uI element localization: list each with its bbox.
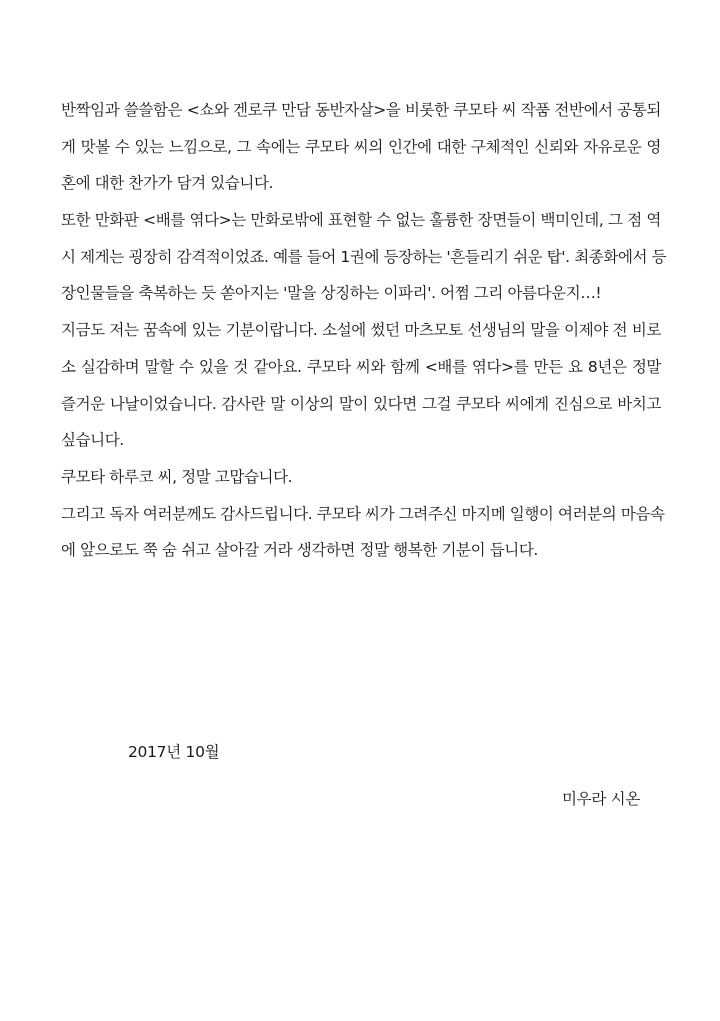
text-line: 즐거운 나날이었습니다. 감사란 말 이상의 말이 있다면 그걸 쿠모타 씨에게 진심으로 바치고 <box>61 394 661 413</box>
afterword-body <box>61 92 667 569</box>
text-line: 쿠모타 하루코 씨, 정말 고맙습니다. <box>61 467 293 486</box>
text-line: 지금도 저는 꿈속에 있는 기분이랍니다. 소설에 썼던 마츠모토 선생님의 말을 이제야 전 비로 <box>61 321 661 340</box>
text-line: 반짝임과 쓸쓸함은 <쇼와 겐로쿠 만담 동반자살>을 비롯한 쿠모타 씨 작품 전반에서 공통되 <box>61 101 661 119</box>
text-line: 또한 만화판 <배를 엮다>는 만화로밖에 표현할 수 없는 훌륭한 장면들이 백미인데, 그 점 역 <box>61 211 661 230</box>
author-signature: 미우라 시온 <box>562 790 640 808</box>
text-line: 시 제게는 굉장히 감격적이었죠. 예를 들어 1권에 등장하는 '흔들리기 쉬운 탑'. 최종화에서 등 <box>61 247 667 266</box>
text-line: 게 맛볼 수 있는 느낌으로, 그 속에는 쿠모타 씨의 인간에 대한 구체적인 신뢰와 자유로운 영 <box>61 137 661 156</box>
text-line: 에 앞으로도 쭉 숨 쉬고 살아갈 거라 생각하면 정말 행복한 기분이 듭니다. <box>61 541 538 560</box>
letter-date: 2017년 10월 <box>128 743 220 761</box>
text-line: 소 실감하며 말할 수 있을 것 같아요. 쿠모타 씨와 함께 <배를 엮다>를 만든 요 8년은 정말 <box>61 357 661 376</box>
text-line: 그리고 독자 여러분께도 감사드립니다. 쿠모타 씨가 그려주신 마지메 일행이 여러분의 마음속 <box>61 504 665 523</box>
text-line: 혼에 대한 찬가가 담겨 있습니다. <box>61 174 274 193</box>
text-line: 싶습니다. <box>61 431 124 450</box>
text-line: 장인물들을 축복하는 듯 쏟아지는 '말을 상징하는 이파리'. 어쩜 그리 아름다운지…! <box>61 284 602 303</box>
